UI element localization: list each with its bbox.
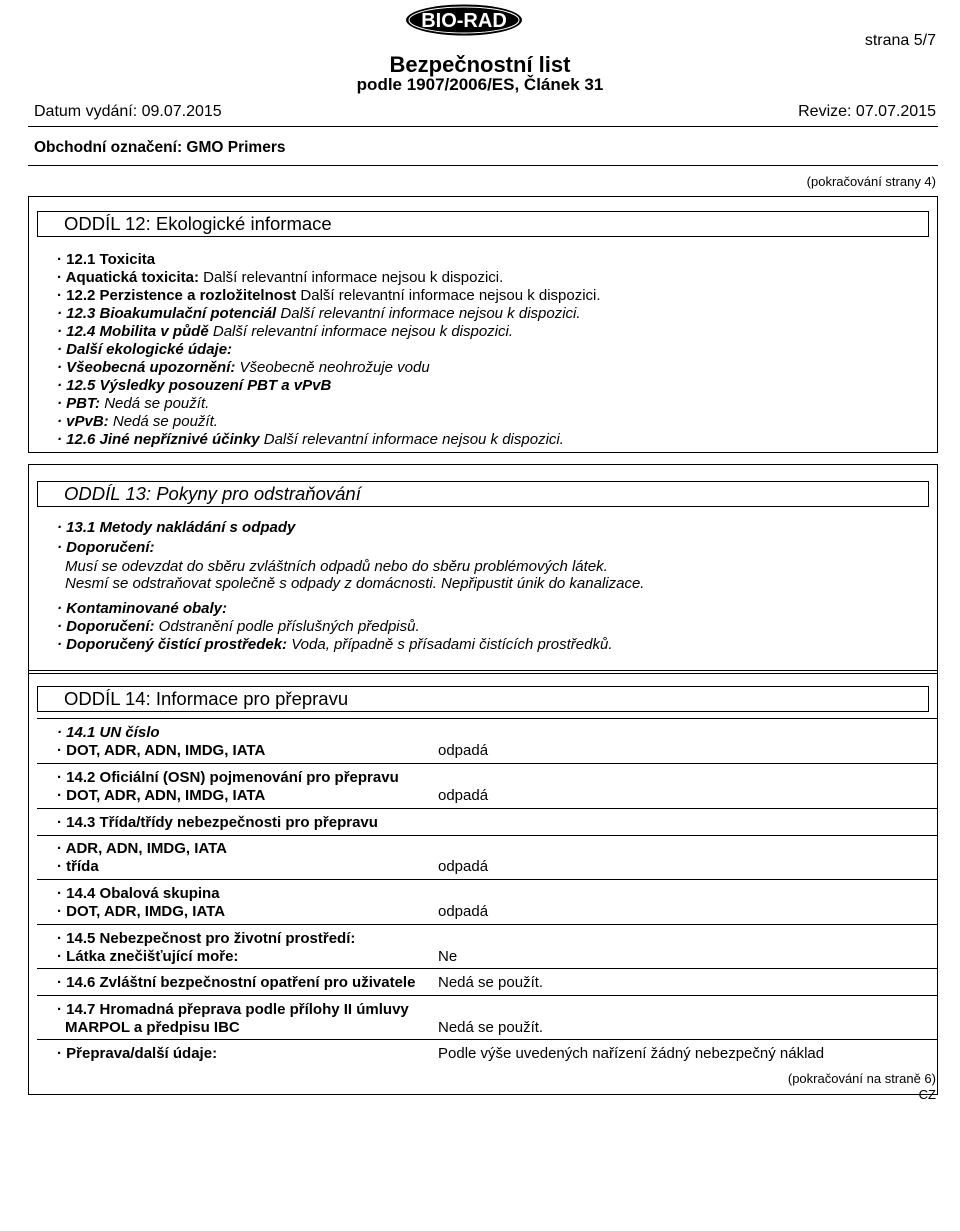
s14-marine-label: · Látka znečišťující moře:: [57, 948, 239, 965]
section-14: [28, 670, 938, 1095]
s12-label: · PBT:: [57, 395, 101, 412]
s13-cleaner-text: Voda, případně s přísadami čistících prostředků.: [287, 636, 613, 653]
s14-other-value: Podle výše uvedených nařízení žádný nebezpečný náklad: [438, 1045, 825, 1062]
s13-method-label: · 13.1 Metody nakládání s odpady: [57, 519, 296, 536]
section-12-title: ODDÍL 12: Ekologické informace: [37, 211, 929, 237]
s14-class-modes: · ADR, ADN, IMDG, IATA: [57, 840, 227, 857]
section-13: [28, 464, 938, 674]
s14-class-sub: · třída: [57, 858, 99, 875]
s14-bulk-label-2: MARPOL a předpisu IBC: [65, 1019, 240, 1036]
s12-label: · 12.4 Mobilita v půdě: [57, 323, 209, 340]
s13-pack-rec-label: · Doporučení:: [57, 618, 155, 635]
s14-class-label: · 14.3 Třída/třídy nebezpečnosti pro přepravu: [57, 814, 378, 831]
s14-special-value: Nedá se použít.: [438, 974, 544, 991]
s12-label: · Aquatická toxicita:: [57, 269, 199, 286]
s14-pg-modes: · DOT, ADR, IMDG, IATA: [57, 903, 226, 920]
s12-text: Další relevantní informace nejsou k dispozici.: [276, 305, 581, 322]
divider: [28, 165, 938, 166]
language-code: CZ: [918, 1087, 936, 1102]
s12-label: · 12.5 Výsledky posouzení PBT a vPvB: [57, 377, 332, 394]
row-separator: [37, 995, 937, 996]
section-14-title: ODDÍL 14: Informace pro přepravu: [37, 686, 929, 712]
s14-bulk-value: Nedá se použít.: [438, 1019, 544, 1036]
row-separator: [37, 835, 937, 836]
s12-label: · Další ekologické údaje:: [57, 341, 233, 358]
s14-un-label: · 14.1 UN číslo: [57, 724, 160, 741]
logo-text: BIO-RAD: [421, 10, 507, 32]
s13-recommendation-label: · Doporučení:: [57, 539, 155, 556]
s12-label: · Všeobecná upozornění:: [57, 359, 236, 376]
row-separator: [37, 1039, 937, 1040]
s12-text: Další relevantní informace nejsou k dispozici.: [259, 431, 564, 448]
s12-text: Všeobecně neohrožuje vodu: [235, 359, 430, 376]
s14-pg-value: odpadá: [438, 903, 489, 920]
page-number: strana 5/7: [864, 32, 936, 49]
s12-label: · 12.3 Bioakumulační potenciál: [57, 305, 277, 322]
row-separator: [37, 924, 937, 925]
s14-special-label: · 14.6 Zvláštní bezpečnostní opatření pro uživatele: [57, 974, 416, 991]
issue-date: Datum vydání: 09.07.2015: [34, 103, 222, 120]
s14-name-modes: · DOT, ADR, ADN, IMDG, IATA: [57, 787, 266, 804]
s14-name-label: · 14.2 Oficiální (OSN) pojmenování pro přepravu: [57, 769, 399, 786]
trade-name: Obchodní označení: GMO Primers: [34, 139, 286, 156]
continued-to: (pokračování na straně 6): [787, 1071, 936, 1086]
continued-from: (pokračování strany 4): [806, 174, 936, 189]
s14-class-value: odpadá: [438, 858, 489, 875]
s12-label: · 12.2 Perzistence a rozložitelnost: [57, 287, 297, 304]
s14-un-value: odpadá: [438, 742, 489, 759]
s13-cleaner-label: · Doporučený čistící prostředek:: [57, 636, 288, 653]
s14-env-label: · 14.5 Nebezpečnost pro životní prostředí:: [57, 930, 356, 947]
s13-rec-text-2: Nesmí se odstraňovat společně s odpady z domácnosti. Nepřipustit únik do kanalizace.: [65, 575, 645, 592]
row-separator: [37, 718, 937, 719]
s13-pack-rec-text: Odstranění podle příslušných předpisů.: [154, 618, 420, 635]
bio-rad-logo: [405, 4, 523, 36]
row-separator: [37, 879, 937, 880]
revision-date: Revize: 07.07.2015: [798, 103, 936, 120]
s13-packaging-label: · Kontaminované obaly:: [57, 600, 228, 617]
section-12: [28, 196, 938, 453]
row-separator: [37, 968, 937, 969]
divider: [28, 126, 938, 127]
s12-text: Další relevantní informace nejsou k dispozici.: [198, 269, 504, 286]
s12-text: Další relevantní informace nejsou k dispozici.: [296, 287, 601, 304]
document-title: Bezpečnostní list: [389, 52, 571, 77]
row-separator: [37, 808, 937, 809]
s14-bulk-label-1: · 14.7 Hromadná přeprava podle přílohy II úmluvy: [57, 1001, 409, 1018]
s12-label: · 12.1 Toxicita: [57, 251, 156, 268]
s14-other-label: · Přeprava/další údaje:: [57, 1045, 218, 1062]
s13-rec-text-1: Musí se odevzdat do sběru zvláštních odpadů nebo do sběru problémových látek.: [65, 558, 608, 575]
document-subtitle: podle 1907/2006/ES, Článek 31: [356, 75, 604, 94]
s12-label: · 12.6 Jiné nepříznivé účinky: [57, 431, 260, 448]
s12-text: Další relevantní informace nejsou k dispozici.: [208, 323, 514, 340]
section-13-title: ODDÍL 13: Pokyny pro odstraňování: [37, 481, 929, 507]
s12-label: · vPvB:: [57, 413, 109, 430]
s14-name-value: odpadá: [438, 787, 489, 804]
s12-text: Nedá se použít.: [100, 395, 210, 412]
s12-text: Nedá se použít.: [108, 413, 218, 430]
s14-marine-value: Ne: [438, 948, 458, 965]
s14-pg-label: · 14.4 Obalová skupina: [57, 885, 220, 902]
s14-un-modes: · DOT, ADR, ADN, IMDG, IATA: [57, 742, 266, 759]
row-separator: [37, 763, 937, 764]
